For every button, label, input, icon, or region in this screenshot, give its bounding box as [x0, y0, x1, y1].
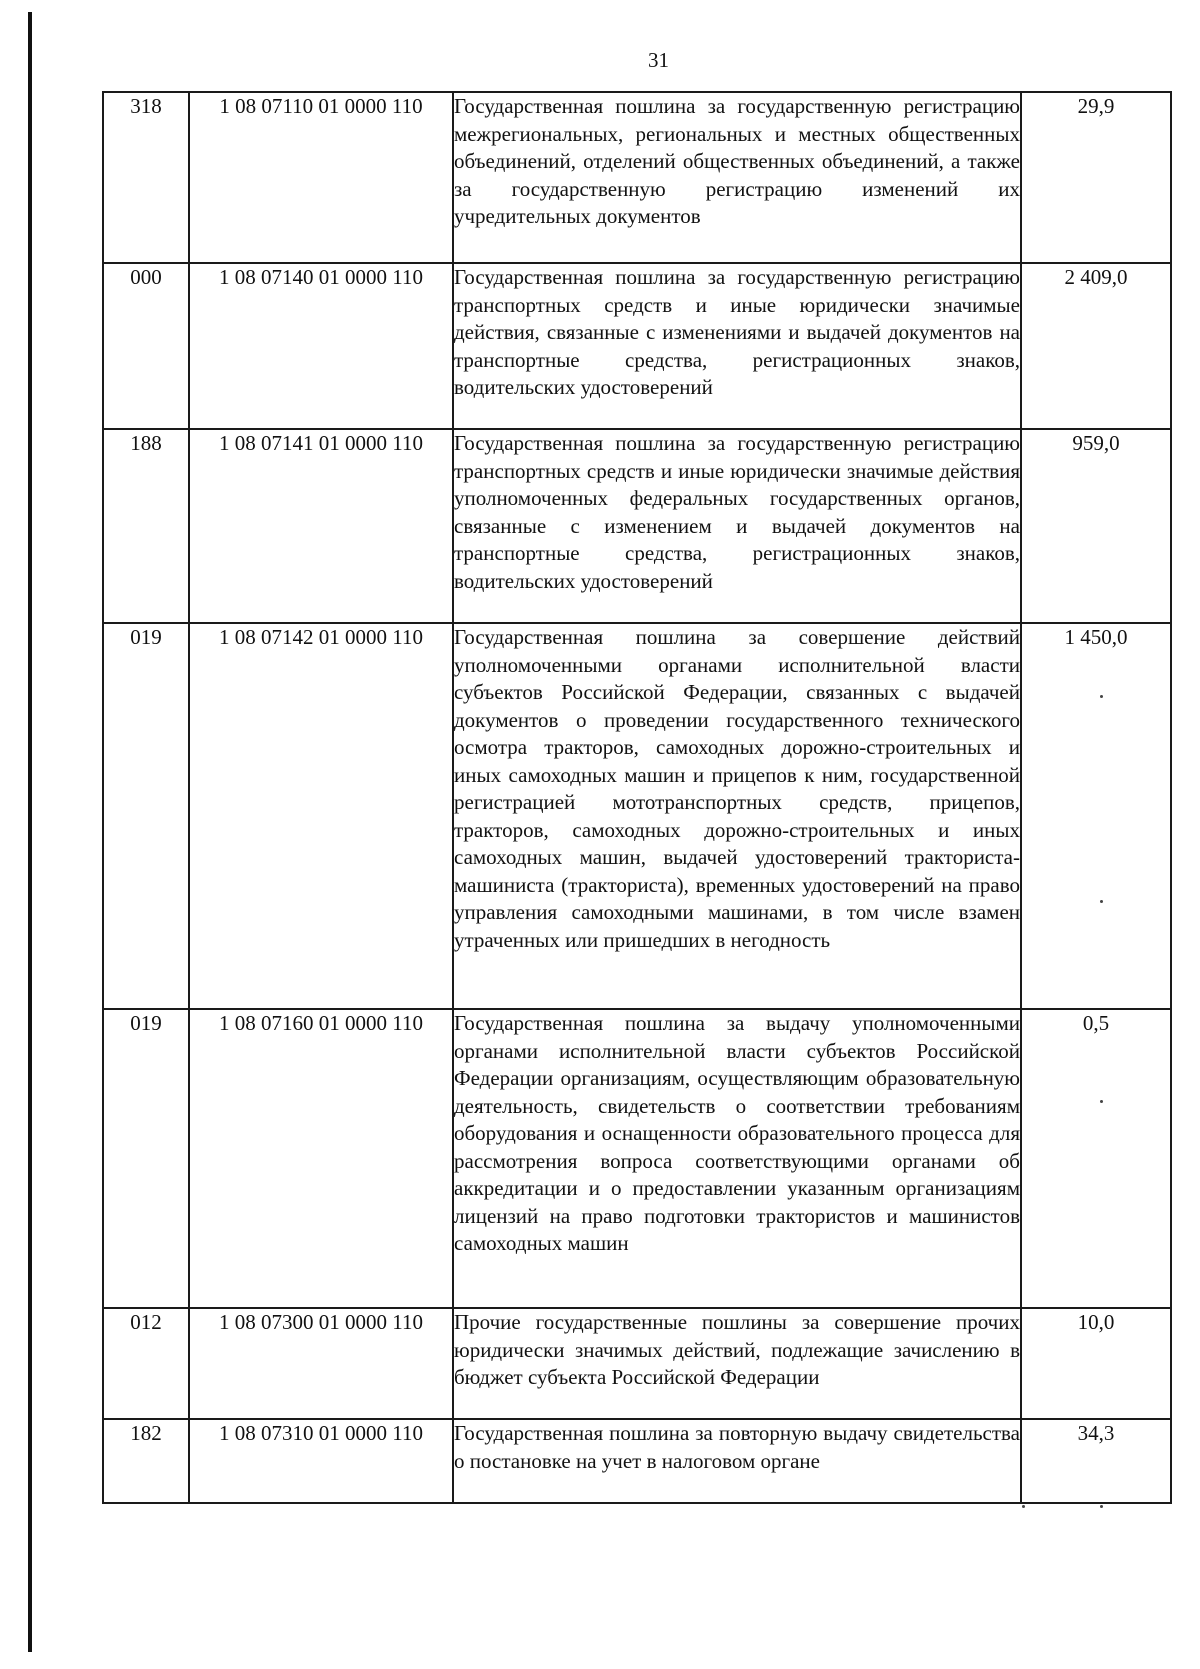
description-cell: Государственная пошлина за совершение действий уполномоченными органами исполнительной власти субъектов Российской Федерации, связанных с выдачей документов о проведении государственного технического осмотра тракторов, самоходных дорожно-строительных и иных самоходных машин и прицепов к ним, государственной регистрацией мототранспортных средств, прицепов, тракторов, самоходных дорожно-строительных и иных самоходных машин, выдачей удостоверений тракториста-машиниста (тракториста), временных удостоверений на право управления самоходными машинами, в том числе взамен утраченных или пришедших в негодность [453, 623, 1021, 1009]
budget-revenue-table [102, 91, 1172, 1504]
table-row [103, 1009, 1171, 1308]
table-row [103, 429, 1171, 623]
description-cell: Государственная пошлина за государственную регистрацию межрегиональных, региональных и местных общественных объединений, отделений общественных объединений, а также за государственную регистрацию изменений их учредительных документов [453, 92, 1021, 263]
table-row [103, 92, 1171, 263]
description-cell: Прочие государственные пошлины за совершение прочих юридически значимых действий, подлежащие зачислению в бюджет субъекта Российской Федерации [453, 1308, 1021, 1419]
admin-code-cell: 188 [103, 429, 189, 623]
kbk-code-cell: 1 08 07300 01 0000 110 [189, 1308, 453, 1419]
table-row [103, 623, 1171, 1009]
amount-cell: 2 409,0 [1021, 263, 1171, 429]
admin-code-cell: 019 [103, 623, 189, 1009]
description-cell: Государственная пошлина за повторную выдачу свидетельства о постановке на учет в налоговом органе [453, 1419, 1021, 1503]
admin-code-cell: 000 [103, 263, 189, 429]
amount-cell: 1 450,0 [1021, 623, 1171, 1009]
admin-code-cell: 019 [103, 1009, 189, 1308]
kbk-code-cell: 1 08 07310 01 0000 110 [189, 1419, 453, 1503]
amount-cell: 29,9 [1021, 92, 1171, 263]
page-number: 31 [648, 48, 669, 72]
table-row [103, 263, 1171, 429]
description-cell: Государственная пошлина за государственную регистрацию транспортных средств и иные юридически значимые действия уполномоченных федеральных государственных органов, связанные с изменением и выдачей документов на транспортные средства, регистрационных знаков, водительских удостоверений [453, 429, 1021, 623]
table-row [103, 1419, 1171, 1503]
scan-edge-bar [28, 12, 32, 1652]
kbk-code-cell: 1 08 07160 01 0000 110 [189, 1009, 453, 1308]
amount-cell: 959,0 [1021, 429, 1171, 623]
scan-speck [1100, 1505, 1103, 1508]
admin-code-cell: 318 [103, 92, 189, 263]
table-row [103, 1308, 1171, 1419]
amount-cell: 0,5 [1021, 1009, 1171, 1308]
scan-speck [1100, 1100, 1103, 1103]
scan-speck [1100, 900, 1103, 903]
admin-code-cell: 012 [103, 1308, 189, 1419]
description-cell: Государственная пошлина за выдачу уполномоченными органами исполнительной власти субъектов Российской Федерации организациям, осуществляющим образовательную деятельность, свидетельств о соответствии требованиям оборудования и оснащенности образовательного процесса для рассмотрения вопроса соответствующими органами об аккредитации и о предоставлении указанным организациям лицензий на право подготовки трактористов и машинистов самоходных машин [453, 1009, 1021, 1308]
kbk-code-cell: 1 08 07141 01 0000 110 [189, 429, 453, 623]
description-cell: Государственная пошлина за государственную регистрацию транспортных средств и иные юридически значимые действия, связанные с изменениями и выдачей документов на транспортные средства, регистрационных знаков, водительских удостоверений [453, 263, 1021, 429]
admin-code-cell: 182 [103, 1419, 189, 1503]
kbk-code-cell: 1 08 07110 01 0000 110 [189, 92, 453, 263]
scan-speck [1022, 1505, 1025, 1508]
amount-cell: 10,0 [1021, 1308, 1171, 1419]
kbk-code-cell: 1 08 07142 01 0000 110 [189, 623, 453, 1009]
scan-speck [1100, 695, 1103, 698]
kbk-code-cell: 1 08 07140 01 0000 110 [189, 263, 453, 429]
amount-cell: 34,3 [1021, 1419, 1171, 1503]
